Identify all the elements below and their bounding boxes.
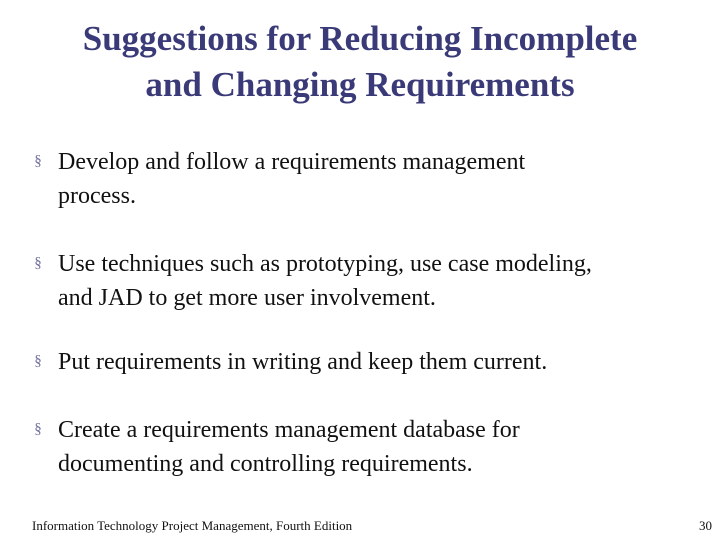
bullet-text: Use techniques such as prototyping, use case modeling, and JAD to get more user involvement. — [58, 251, 592, 311]
page-number: 30 — [699, 518, 712, 533]
bullet-item — [32, 145, 692, 213]
bullet-text: Create a requirements management database for documenting and controlling requirements. — [58, 417, 520, 477]
slide-title — [20, 16, 700, 108]
bullet-item — [32, 247, 692, 315]
square-bullet-icon: § — [34, 153, 42, 169]
bullet-text: Put requirements in writing and keep them current. — [58, 349, 548, 375]
square-bullet-icon: § — [34, 353, 42, 369]
bullet-item — [32, 413, 692, 481]
bullet-item — [32, 345, 692, 379]
slide-title-line-2: and Changing Requirements — [145, 65, 575, 104]
footer-source: Information Technology Project Management, Fourth Edition — [32, 518, 353, 533]
square-bullet-icon: § — [34, 255, 42, 271]
bullet-text: Develop and follow a requirements management process. — [58, 149, 526, 209]
square-bullet-icon: § — [34, 421, 42, 437]
slide-title-line-1: Suggestions for Reducing Incomplete — [82, 19, 638, 58]
